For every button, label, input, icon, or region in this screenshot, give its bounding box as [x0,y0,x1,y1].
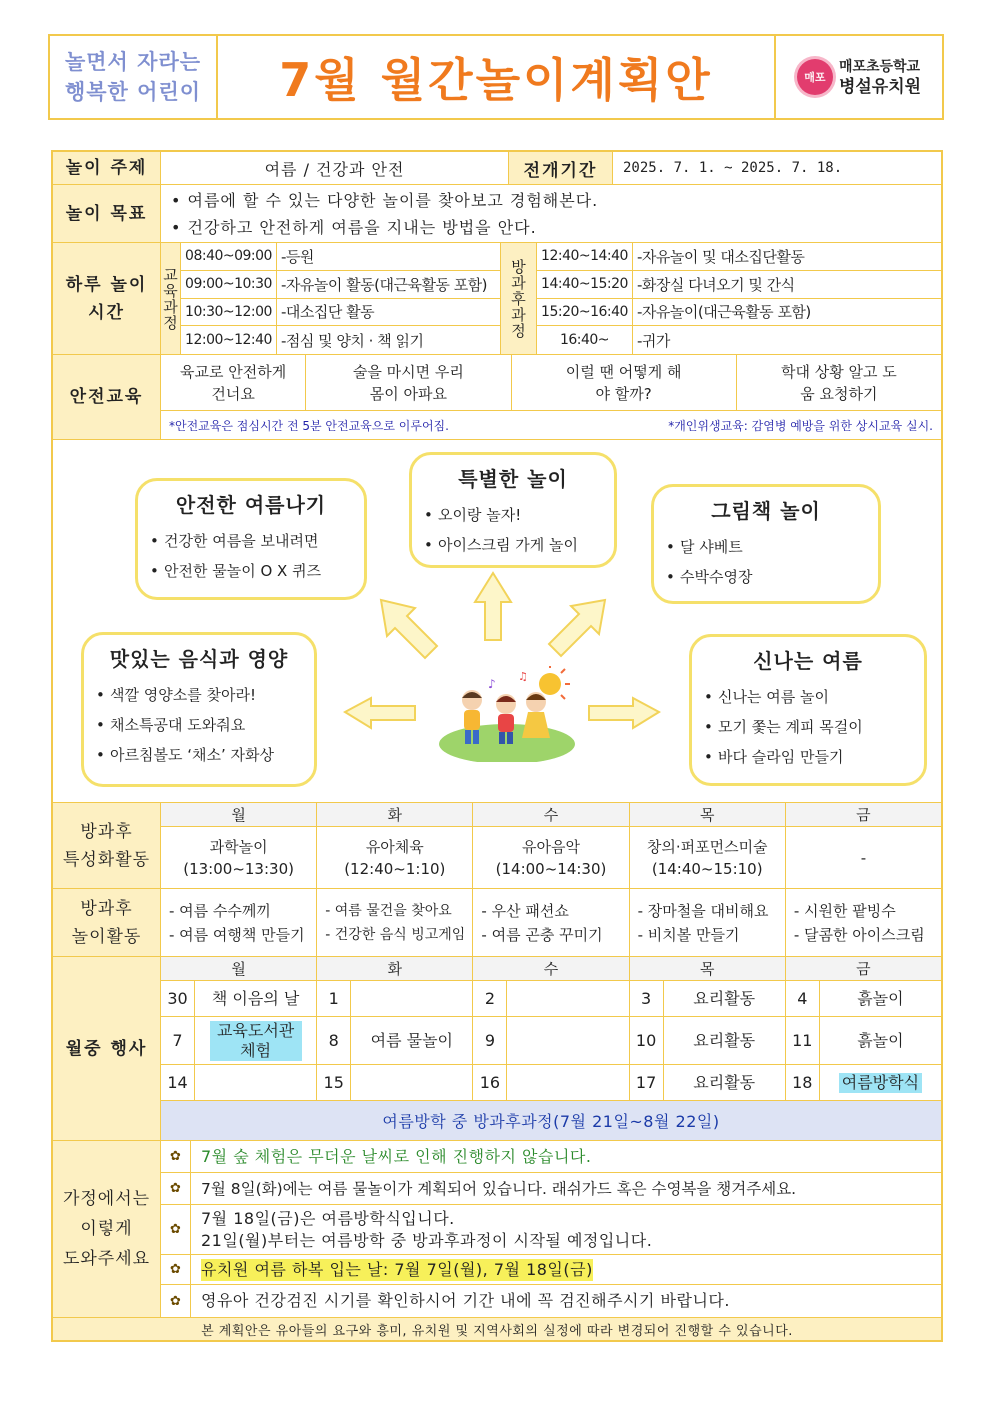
flower-bullet-icon: ✿ [161,1285,191,1317]
school-logo [774,36,942,118]
schedule-time: 08:40~09:00 [181,243,277,270]
day-event: 흙놀이 [857,988,904,1008]
curriculum-schedule [181,243,501,354]
day-number: 4 [786,981,820,1016]
day-event: 책 이음의 날 [211,988,300,1008]
special-activity-name: 과학놀이 [209,837,268,856]
svg-text:♪: ♪ [488,677,496,691]
safety-note-right: *개인위생교육: 감염병 예방을 위한 상시교육 실시. [668,418,933,433]
topic-item: • 바다 슬라임 만들기 [704,742,912,772]
weekday-label: 금 [856,806,871,824]
day-number: 18 [786,1065,820,1100]
play-activity-item: - 여름 수수께끼 [169,901,271,920]
day-number: 17 [630,1065,664,1100]
day-number: 15 [317,1065,351,1100]
topic-item: • 건강한 여름을 보내려면 [150,526,352,556]
weekday-label: 목 [630,803,786,826]
special-activity-time: (14:40~15:10) [651,859,763,878]
weekday-label: 목 [630,957,786,980]
play-topic-map [53,440,941,803]
play-activity-item: - 달콤한 아이스크림 [793,925,925,944]
daily-label-line-2: 시간 [88,302,125,323]
weekday-label: 수 [473,957,629,980]
theme-label: 놀이 주제 [53,152,161,184]
schedule-time: 10:30~12:00 [181,299,277,326]
play-activity-item: - 여름 물건을 찾아요 [325,902,452,919]
schedule-activity: -자유놀이 및 대소집단활동 [637,247,805,266]
topic-item: • 달 샤베트 [666,532,866,562]
daily-label [53,243,161,354]
arrow-up-right-icon [549,600,605,656]
monthly-events-row [53,957,941,1141]
schedule-activity: -등원 [281,247,314,266]
play-activity [630,889,786,956]
daily-schedule [161,243,941,354]
slogan-line-2: 행복한 어린이 [64,80,202,104]
flower-bullet-icon: ✿ [161,1205,191,1254]
curriculum-group-label: 교육과정 [161,243,181,354]
home-label-line-1: 가정에서는 [62,1189,151,1209]
day-number: 7 [161,1017,195,1064]
theme-row [53,152,941,185]
safety-row [53,355,941,440]
play-activity [473,889,629,956]
safety-item: 술을 마시면 우리 몸이 아파요 [306,355,511,410]
afterschool-play-label-line-2: 놀이활동 [71,926,142,947]
play-activity-item: - 시원한 팥빙수 [793,901,896,920]
home-notice-list [161,1141,941,1317]
children-playing-illustration [438,666,576,762]
play-activity-item: - 여름 곤충 꾸미기 [481,925,603,944]
notice-text: 7월 8일(화)에는 여름 물놀이가 계획되어 있습니다. 래쉬가드 혹은 수영복을 챙겨주세요. [201,1179,797,1198]
school-emblem-icon: 매포 [797,59,833,95]
goal-label: 놀이 목표 [53,185,161,242]
arrow-up-left-icon [381,600,437,658]
goal-item: • 건강하고 안전하게 여름을 지내는 방법을 안다. [171,217,537,237]
theme-value: 여름 / 건강과 안전 [161,152,509,184]
topic-title: 맛있는 음식과 영양 [109,647,289,671]
topic-item: • 안전한 물놀이 O X 퀴즈 [150,556,352,586]
day-event: 흙놀이 [857,1030,904,1050]
day-number: 11 [786,1017,820,1064]
goal-row [53,185,941,243]
notice-text: 유치원 여름 하복 입는 날: 7월 7일(월), 7월 18일(금) [201,1259,593,1279]
safety-item: 학대 상황 알고 도움 요청하기 [781,362,897,403]
weekday-label: 화 [317,957,473,980]
afterschool-play-label [53,889,161,956]
schedule-activity: -귀가 [637,331,670,350]
topic-item: • 아르침볼도 ‘채소’ 자화상 [96,740,302,770]
schedule-time: 12:00~12:40 [181,326,277,354]
safety-item: 육교로 안전하게 건너요 [161,355,306,410]
day-event: 요리활동 [693,988,756,1008]
afterschool-special-label-line-2: 특성화활동 [62,849,151,870]
special-activity [161,827,317,888]
special-activity-name: 유아음악 [522,837,580,856]
special-activity-name: - [860,848,867,867]
daily-label-line-1: 하루 놀이 [65,274,148,295]
weekday-header [161,803,941,827]
safety-label: 안전교육 [53,355,161,439]
header [48,34,944,120]
special-activity-name: 창의·퍼포먼스미술 [646,837,768,856]
weekday-header [161,957,941,981]
day-number: 3 [630,981,664,1016]
flower-bullet-icon: ✿ [161,1141,191,1172]
calendar-week [161,981,941,1017]
kindergarten-name: 병설유치원 [838,77,922,97]
play-activity [317,889,473,956]
footer-note: 본 계획안은 유아들의 요구와 흥미, 유치원 및 지역사회의 실정에 따라 변경되어 진행할 수 있습니다. [53,1318,941,1340]
page-title: 7월 월간놀이계획안 [279,53,713,107]
day-number: 16 [473,1065,507,1100]
day-event [195,1065,316,1100]
special-activity-time: (14:00~14:30) [495,859,607,878]
day-number: 8 [317,1017,351,1064]
schedule-time: 09:00~10:30 [181,271,277,298]
topic-item: • 아이스크림 가게 놀이 [424,530,602,560]
play-activity [161,889,317,956]
afterschool-special-row [53,803,941,889]
special-activity-time: (12:40~1:10) [344,859,446,878]
day-number: 10 [630,1017,664,1064]
afterschool-schedule [537,243,941,354]
day-number: 2 [473,981,507,1016]
play-activity-item: - 비치볼 만들기 [637,925,740,944]
special-activity-time: (13:00~13:30) [183,859,294,878]
flower-bullet-icon: ✿ [161,1255,191,1284]
period-value: 2025. 7. 1. ~ 2025. 7. 18. [623,160,843,176]
weekday-label: 화 [317,803,473,826]
play-activity-item: - 우산 패션쇼 [481,901,569,920]
notice-text: 7월 18일(금)은 여름방학식입니다. [201,1208,455,1228]
topic-item: • 모기 쫓는 계피 목걸이 [704,712,912,742]
topic-item: • 색깔 영양소를 찾아라! [96,680,302,710]
topic-item: • 채소특공대 도와줘요 [96,710,302,740]
topic-item: • 오이랑 놀자! [424,500,602,530]
play-activity [786,889,941,956]
day-event: 여름 물놀이 [370,1030,453,1050]
notice-item [161,1205,941,1255]
day-event [351,1065,472,1100]
arrow-right-icon [589,698,659,728]
schedule-time: 12:40~14:40 [537,243,633,270]
day-event [507,1065,628,1100]
special-activity [786,827,941,888]
day-number: 30 [161,981,195,1016]
goal-item: • 여름에 할 수 있는 다양한 놀이를 찾아보고 경험해본다. [171,190,599,210]
topic-title: 안전한 여름나기 [175,493,327,517]
day-event: 요리활동 [693,1030,756,1050]
afterschool-play-label-line-1: 방과후 [80,898,133,919]
home-label-line-2: 이렇게 [80,1219,133,1239]
day-event: 여름방학식 [839,1073,922,1093]
calendar-week [161,1065,941,1101]
afterschool-play-row [53,889,941,957]
day-event [507,981,628,1016]
flower-bullet-icon: ✿ [161,1173,191,1204]
notice-item [161,1141,941,1173]
topic-title: 특별한 놀이 [458,467,568,491]
day-event: 교육도서관 체험 [210,1021,302,1061]
day-number: 9 [473,1017,507,1064]
day-number: 14 [161,1065,195,1100]
weekday-label: 월 [161,957,317,980]
period-label: 전개기간 [509,152,613,184]
home-notice-row [53,1141,941,1318]
arrow-up-icon [475,573,511,640]
topic-item: • 수박수영장 [666,562,866,592]
slogan-line-1: 놀면서 자라는 [64,50,202,74]
monthly-label: 월중 행사 [53,957,161,1140]
arrow-left-icon [345,698,415,728]
afterschool-group-label: 방과후과정 [501,243,537,354]
schedule-activity: -자유놀이(대근육활동 포함) [637,303,811,322]
weekday-label: 금 [856,960,871,978]
slogan [50,36,218,118]
schedule-time: 16:40~ [537,326,633,354]
notice-item [161,1285,941,1317]
topic-title: 신나는 여름 [753,649,863,673]
schedule-time: 14:40~15:20 [537,271,633,298]
safety-items [161,355,941,439]
goal-list [161,185,941,242]
schedule-activity: -자유놀이 활동(대근육활동 포함) [281,275,488,294]
play-activity-item: - 여름 여행책 만들기 [169,925,305,944]
monthly-calendar [161,957,941,1140]
home-label [53,1141,161,1317]
day-event [351,981,472,1016]
calendar-week [161,1017,941,1065]
vacation-note: 여름방학 중 방과후과정(7월 21일~8월 22일) [161,1101,941,1140]
safety-item: 이럴 땐 어떻게 해야 할까? [512,355,737,410]
special-activity [630,827,786,888]
schedule-time: 15:20~16:40 [537,299,633,326]
notice-text: 7월 숲 체험은 무더운 날씨로 인해 진행하지 않습니다. [201,1146,592,1166]
topic-item: • 신나는 여름 놀이 [704,682,912,712]
schedule-activity: -대소집단 활동 [281,303,375,322]
special-activity-name: 유아체육 [365,837,424,856]
home-label-line-3: 도와주세요 [62,1249,151,1269]
afterschool-special-label [53,803,161,888]
notice-item [161,1173,941,1205]
day-number: 1 [317,981,351,1016]
day-event [507,1017,628,1064]
special-activity [317,827,473,888]
plan-table [51,150,943,1342]
play-activity-item: - 건강한 음식 빙고게임 [325,926,466,943]
svg-text:♫: ♫ [518,670,528,683]
special-activity [473,827,629,888]
topic-title: 그림책 놀이 [711,499,821,523]
play-activity-item: - 장마철을 대비해요 [637,901,769,920]
weekday-label: 수 [473,803,629,826]
safety-note-left: *안전교육은 점심시간 전 5분 안전교육으로 이루어짐. [169,418,449,433]
weekday-label: 월 [161,803,317,826]
daily-schedule-row [53,243,941,355]
notice-text: 영유아 건강검진 시기를 확인하시어 기간 내에 꼭 검진해주시기 바랍니다. [201,1291,730,1310]
afterschool-special-label-line-1: 방과후 [80,821,133,842]
day-event: 요리활동 [693,1072,756,1092]
notice-item [161,1255,941,1285]
schedule-activity: -점심 및 양치 · 책 읽기 [281,331,424,350]
schedule-activity: -화장실 다녀오기 및 간식 [637,275,795,294]
notice-text: 21일(월)부터는 여름방학 중 방과후과정이 시작될 예정입니다. [201,1230,653,1250]
school-name: 매포초등학교 [838,59,921,75]
